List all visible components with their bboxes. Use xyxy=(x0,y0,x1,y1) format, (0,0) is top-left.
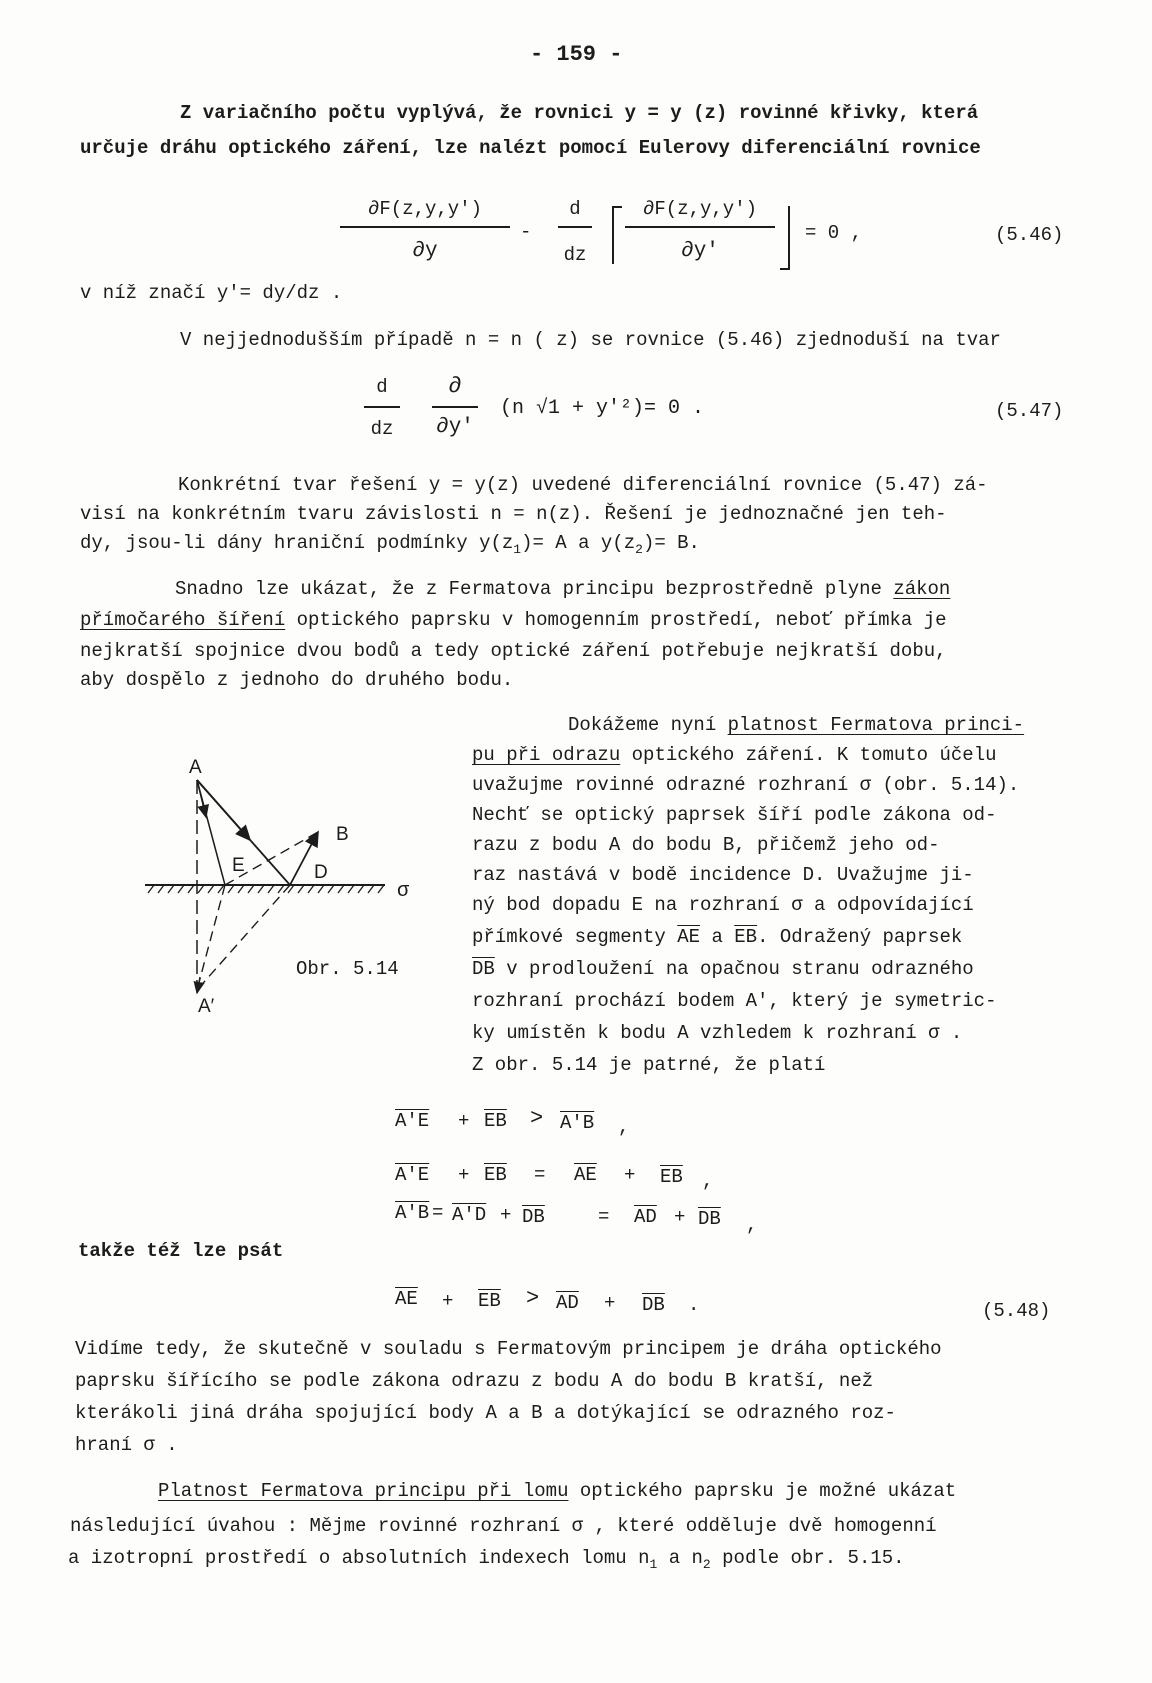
eq546-bar1 xyxy=(340,226,510,228)
eq546-bar3 xyxy=(625,226,775,228)
paragraph-2-line-1: Konkrétní tvar řešení y = y(z) uvedené diferenciální rovnice (5.47) zá- xyxy=(178,474,988,496)
paragraph-6-line-1 xyxy=(158,1480,956,1502)
figure-5-14 xyxy=(140,755,440,1020)
where-line: v níž značí y′= dy/dz . xyxy=(80,282,343,304)
p2-line3a: dy, jsou-li dány hraniční podmínky y(z xyxy=(80,532,514,554)
eq547-dz: dz xyxy=(370,418,394,440)
eq546-rhs: = 0 , xyxy=(805,222,863,244)
p4-line8a: přímkové segmenty xyxy=(472,926,678,948)
eq546-d: d xyxy=(569,198,581,220)
paragraph-intro-line-1: Z variačního počtu vyplývá, že rovnici y = y (z) rovinné křivky, která xyxy=(180,102,979,124)
eq548-a: $\overline{AE}$ xyxy=(395,1288,418,1310)
eq547-bar1 xyxy=(364,406,400,408)
paragraph-6-line-3 xyxy=(68,1547,905,1572)
eq546-bracket-right xyxy=(780,206,790,270)
paragraph-2-line-2: visí na konkrétním tvaru závislosti n = n(z). Řešení je jednoznačné jen teh- xyxy=(80,503,947,525)
eq546-minus: - xyxy=(520,221,532,243)
paragraph-2-line-3 xyxy=(80,532,700,557)
eq548-c: $\overline{EB}$ xyxy=(478,1290,501,1312)
paragraph-4-line-2 xyxy=(472,744,997,766)
eq548-f: + xyxy=(604,1292,616,1314)
p4-line2b: optického záření. K tomuto účelu xyxy=(620,744,997,766)
ineq3-a: A′B xyxy=(395,1202,430,1224)
eq548-b: + xyxy=(442,1290,454,1312)
p6-line3a: a izotropní prostředí o absolutních indexech lomu n xyxy=(68,1547,650,1569)
eq547-bar2 xyxy=(432,406,478,408)
p3-line1a: Snadno lze ukázat, že z Fermatova principu bezprostředně plyne xyxy=(175,578,894,600)
p4-segment-db: $\overline{DB}$ xyxy=(472,958,495,980)
p3-law-link-part2: přímočarého šíření xyxy=(80,609,286,631)
eq546-number: (5.46) xyxy=(995,224,1064,246)
paragraph-4-line-7: ný bod dopadu E na rozhraní σ a odpovídající xyxy=(472,894,974,916)
ineq2-c: $\overline{EB}$ xyxy=(484,1164,507,1186)
paragraph-4-line-8 xyxy=(472,926,962,948)
eq546-bracket-left xyxy=(612,206,622,264)
fig-label-b: B xyxy=(336,824,349,845)
p4-line8e: . Odražený paprsek xyxy=(757,926,963,948)
ineq2-h: , xyxy=(702,1170,714,1192)
p4-underlined-1: platnost Fermatova princi- xyxy=(727,714,1025,736)
eq548-d: > xyxy=(526,1286,540,1311)
ineq2-a: A′E xyxy=(395,1164,430,1186)
paragraph-3-line-3: nejkratší spojnice dvou bodů a tedy optické záření potřebuje nejkratší dobu, xyxy=(80,640,947,662)
ineq3-f: = xyxy=(598,1206,610,1228)
eq547-dy: ∂y′ xyxy=(436,416,474,439)
p2-sub1: 1 xyxy=(513,541,522,557)
p3-line2b: optického paprsku v homogenním prostředí, neboť přímka je xyxy=(285,609,947,631)
fig-label-a: A xyxy=(189,757,202,778)
ineq3-j: , xyxy=(746,1214,758,1236)
paragraph-4-line-11: ky umístěn k bodu A vzhledem k rozhraní σ . xyxy=(472,1022,963,1044)
fig-label-e: E xyxy=(232,855,245,876)
eq546-num2: ∂F(z,y,y′) xyxy=(642,198,758,220)
paragraph-5-line-3: kterákoli jiná dráha spojující body A a B a dotýkající se odrazného roz- xyxy=(75,1402,896,1424)
interface-hatching xyxy=(148,885,384,893)
paragraph-6-line-2: následující úvahou : Mějme rovinné rozhraní σ , které odděluje dvě homogenní xyxy=(70,1515,937,1537)
p4-underlined-2: pu při odrazu xyxy=(472,744,621,766)
paragraph-4-line-3: uvažujme rovinné odrazné rozhraní σ (obr. 5.14). xyxy=(472,774,1020,796)
paragraph-4-line-9 xyxy=(472,958,974,980)
paragraph-5-line-1: Vidíme tedy, že skutečně v souladu s Fermatovým principem je dráha optického xyxy=(75,1338,942,1360)
eq548-number: (5.48) xyxy=(982,1300,1051,1322)
simplest-case-line: V nejjednodušším případě n = n ( z) se rovnice (5.46) zjednoduší na tvar xyxy=(180,329,1001,351)
p4-segment-ae: $\overline{AE}$ xyxy=(677,926,701,948)
ineq1-f: , xyxy=(618,1116,630,1138)
p6-line3b: a n xyxy=(657,1547,703,1569)
eq547-partial: ∂ xyxy=(448,374,462,399)
eq547-d: d xyxy=(376,376,388,398)
ineq2-e: $\overline{AE}$ xyxy=(574,1164,597,1186)
paragraph-5-line-2: paprsku šířícího se podle zákona odrazu z bodu A do bodu B kratší, než xyxy=(75,1370,874,1392)
paragraph-4-line-12: Z obr. 5.14 je patrné, že platí xyxy=(472,1054,826,1076)
page-number: - 159 - xyxy=(530,42,623,67)
p2-sub2: 2 xyxy=(635,541,643,557)
p6-line3c: podle obr. 5.15. xyxy=(710,1547,905,1569)
eq546-dz: dz xyxy=(563,244,587,266)
paragraph-3-line-1 xyxy=(175,578,950,600)
eq548-h: . xyxy=(688,1294,700,1316)
p6-line1b: optického paprsku je možné ukázat xyxy=(568,1480,957,1502)
eq546-bar2 xyxy=(558,226,592,228)
paragraph-intro-line-2: určuje dráhu optického záření, lze nalézt pomocí Eulerovy diferenciální rovnice xyxy=(80,137,981,159)
eq546-num1: ∂F(z,y,y′) xyxy=(367,198,483,220)
eq548-e: $\overline{AD}$ xyxy=(556,1292,579,1314)
p4-line8c: a xyxy=(700,926,735,948)
p6-underlined: Platnost Fermatova principu při lomu xyxy=(158,1480,569,1502)
paragraph-4-line-1 xyxy=(568,714,1024,736)
ineq2-g: $\overline{EB}$ xyxy=(660,1166,683,1188)
p6-sub1: 1 xyxy=(649,1556,658,1572)
paragraph-4-line-10: rozhraní prochází bodem A′, který je symetric- xyxy=(472,990,997,1012)
ineq3-h: + xyxy=(674,1206,686,1228)
eq547-body: (n √1 + y′²)= 0 . xyxy=(500,397,705,420)
p2-line3c: )= B. xyxy=(642,532,700,554)
p4-line1a: Dokážeme nyní xyxy=(568,714,728,736)
p4-segment-eb: $\overline{EB}$ xyxy=(734,926,758,948)
eq548-g: $\overline{DB}$ xyxy=(642,1294,665,1316)
paragraph-4-line-5: razu z bodu A do bodu B, přičemž jeho od- xyxy=(472,834,940,856)
ineq1-d: > xyxy=(530,1106,544,1131)
ineq3-g: $\overline{AD}$ xyxy=(634,1206,657,1228)
figure-caption: Obr. 5.14 xyxy=(296,958,399,980)
paragraph-4-line-4: Nechť se optický paprsek šíří podle zákona od- xyxy=(472,804,997,826)
ineq3-c: A′D xyxy=(452,1204,487,1226)
ineq2-f: + xyxy=(624,1164,636,1186)
eq547-number: (5.47) xyxy=(995,400,1064,422)
p4-line9b: v prodloužení na opačnou stranu odrazného xyxy=(494,958,974,980)
eq546-den2: ∂y′ xyxy=(681,240,719,263)
ineq3-d: + xyxy=(500,1204,512,1226)
takze-line: takže též lze psát xyxy=(78,1240,284,1262)
eq546-den1: ∂y xyxy=(412,240,438,263)
ineq2-d: = xyxy=(534,1164,546,1186)
paragraph-4-line-6: raz nastává v bodě incidence D. Uvažujme ji- xyxy=(472,864,974,886)
p3-law-link-part1: zákon xyxy=(893,578,951,600)
fig-label-a-prime: A′ xyxy=(198,996,215,1017)
fig-label-d: D xyxy=(314,862,328,883)
ineq1-a: A′E xyxy=(395,1110,430,1132)
ineq3-e: $\overline{DB}$ xyxy=(522,1206,545,1228)
paragraph-5-line-4: hraní σ . xyxy=(75,1434,178,1456)
ineq1-e: A′B xyxy=(560,1112,595,1134)
paragraph-3-line-2 xyxy=(80,609,947,631)
paragraph-3-line-4: aby dospělo z jednoho do druhého bodu. xyxy=(80,669,514,691)
p6-sub2: 2 xyxy=(702,1556,711,1572)
ineq1-c: $\overline{EB}$ xyxy=(484,1110,507,1132)
ineq3-i: $\overline{DB}$ xyxy=(698,1208,721,1230)
ineq3-b: = xyxy=(432,1202,444,1224)
ineq2-b: + xyxy=(458,1164,470,1186)
fig-label-sigma: σ xyxy=(397,880,410,903)
ineq1-b: + xyxy=(458,1110,470,1132)
p2-line3b: )= A a y(z xyxy=(521,532,636,554)
